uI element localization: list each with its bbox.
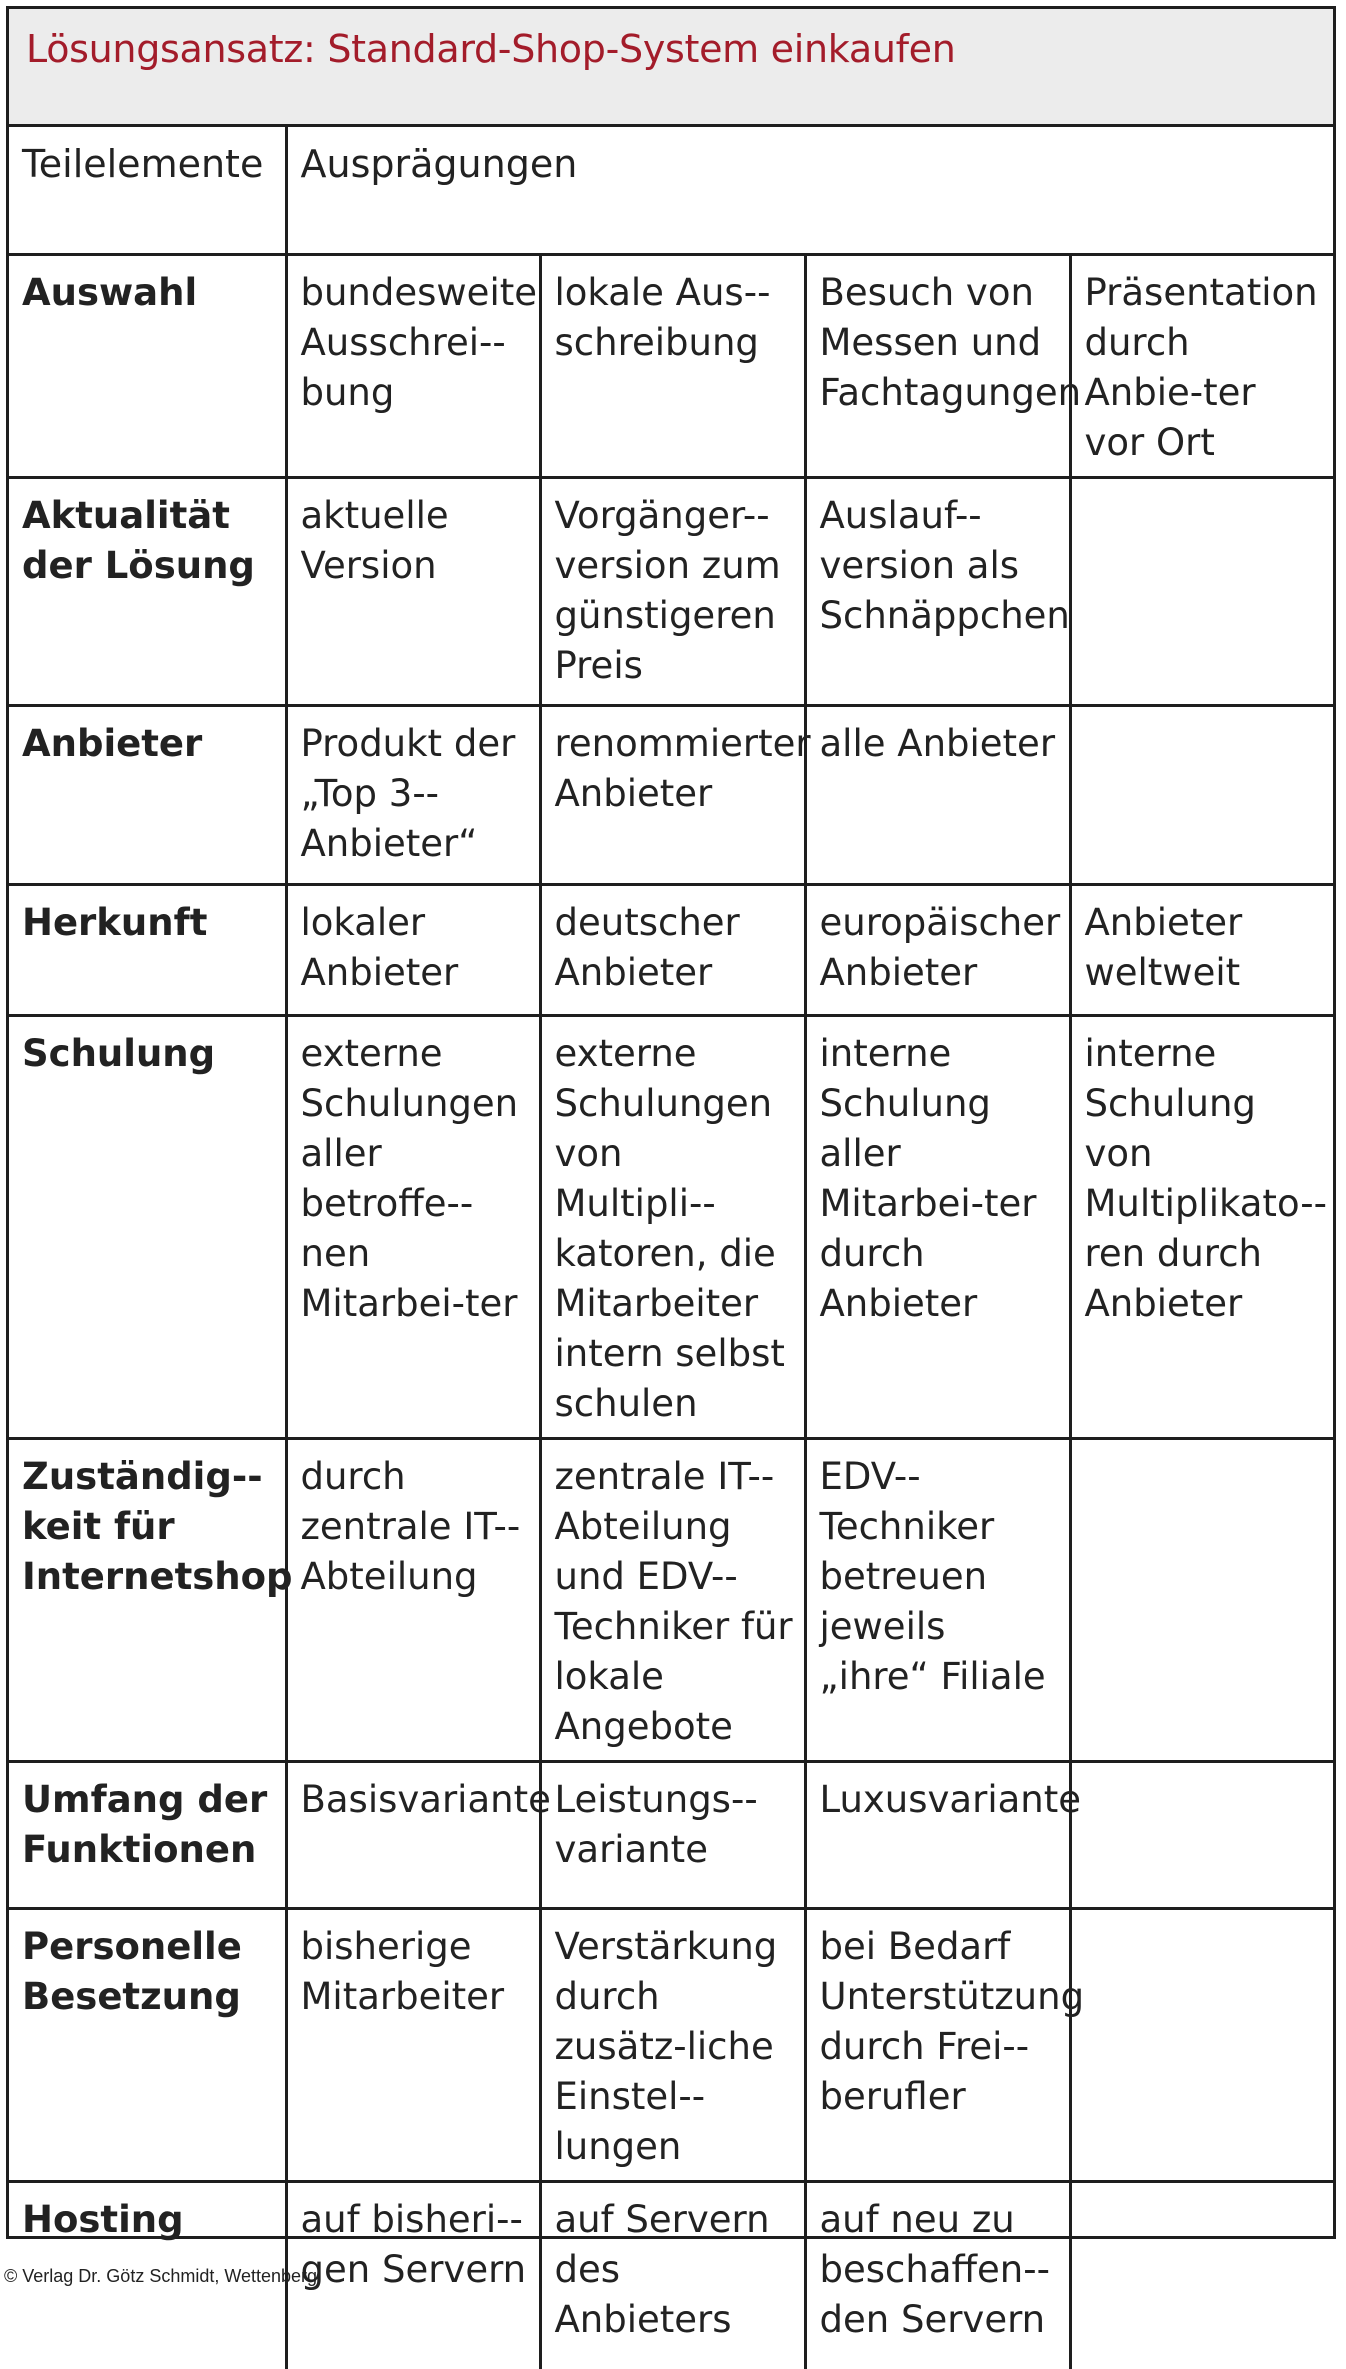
table-cell: externe Schulungen von Multipli-katoren, die Mitarbeiter intern selbst schulen — [540, 1015, 805, 1438]
table-row — [9, 254, 1333, 477]
table-cell: alle Anbieter — [805, 705, 1070, 884]
table-cell: Produkt der „Top 3-Anbieter“ — [286, 705, 540, 884]
table-cell: interne Schulung von Multiplikato-ren durch Anbieter — [1070, 1015, 1333, 1438]
row-label: Personelle Besetzung — [9, 1908, 286, 2181]
table-cell — [1070, 2181, 1333, 2369]
table-cell: deutscher Anbieter — [540, 884, 805, 1015]
table-cell: Leistungs-variante — [540, 1761, 805, 1908]
table-cell: EDV-Techniker betreuen jeweils „ihre“ Filiale — [805, 1438, 1070, 1761]
table-cell: externe Schulungen aller betroffe-nen Mitarbei-ter — [286, 1015, 540, 1438]
table-cell: auf neu zu beschaffen-den Servern — [805, 2181, 1070, 2369]
table-row — [9, 884, 1333, 1015]
table-cell: zentrale IT-Abteilung und EDV-Techniker für lokale Angebote — [540, 1438, 805, 1761]
table-cell: europäischer Anbieter — [805, 884, 1070, 1015]
row-label: Schulung — [9, 1015, 286, 1438]
table-cell: lokale Aus-schreibung — [540, 254, 805, 477]
table-cell: interne Schulung aller Mitarbei-ter durch Anbieter — [805, 1015, 1070, 1438]
table-row — [9, 1015, 1333, 1438]
row-label: Hosting — [9, 2181, 286, 2369]
header-teilelemente: Teilelemente — [9, 127, 286, 254]
table-cell: bisherige Mitarbeiter — [286, 1908, 540, 2181]
table-row — [9, 1438, 1333, 1761]
title-bar — [9, 9, 1333, 127]
table-cell: Besuch von Messen und Fachtagungen — [805, 254, 1070, 477]
table-cell: Luxusvariante — [805, 1761, 1070, 1908]
table-cell: durch zentrale IT-Abteilung — [286, 1438, 540, 1761]
table-cell: renommierter Anbieter — [540, 705, 805, 884]
header-row — [9, 127, 1333, 254]
table-cell — [1070, 1908, 1333, 2181]
header-auspraegungen: Ausprägungen — [286, 127, 1333, 254]
table-cell — [1070, 1761, 1333, 1908]
row-label: Auswahl — [9, 254, 286, 477]
table-row — [9, 477, 1333, 705]
table-cell: Verstärkung durch zusätz-liche Einstel-lungen — [540, 1908, 805, 2181]
table-cell: Basisvariante — [286, 1761, 540, 1908]
row-label: Anbieter — [9, 705, 286, 884]
table-cell — [1070, 477, 1333, 705]
table-cell: bei Bedarf Unterstützung durch Frei-berufler — [805, 1908, 1070, 2181]
row-label: Aktualität der Lösung — [9, 477, 286, 705]
table-row — [9, 1908, 1333, 2181]
row-label: Umfang der Funktionen — [9, 1761, 286, 1908]
copyright-credit: © Verlag Dr. Götz Schmidt, Wettenberg — [4, 2266, 318, 2286]
row-label: Zuständig-keit für Internetshop — [9, 1438, 286, 1761]
table-cell: Auslauf-version als Schnäppchen — [805, 477, 1070, 705]
table-cell: Anbieter weltweit — [1070, 884, 1333, 1015]
row-label: Herkunft — [9, 884, 286, 1015]
table-cell — [1070, 1438, 1333, 1761]
table-cell: Präsentation durch Anbie-ter vor Ort — [1070, 254, 1333, 477]
table-cell: bundesweite Ausschrei-bung — [286, 254, 540, 477]
table-cell: Vorgänger-version zum günstigeren Preis — [540, 477, 805, 705]
table-title: Lösungsansatz: Standard-Shop-System einkaufen — [26, 27, 956, 71]
table-row — [9, 1761, 1333, 1908]
morphological-table — [9, 127, 1333, 2369]
table-cell: lokaler Anbieter — [286, 884, 540, 1015]
table-cell: auf bisheri-gen Servern — [286, 2181, 540, 2369]
table-cell — [1070, 705, 1333, 884]
table-cell: auf Servern des Anbieters — [540, 2181, 805, 2369]
table-cell: aktuelle Version — [286, 477, 540, 705]
table-row — [9, 705, 1333, 884]
